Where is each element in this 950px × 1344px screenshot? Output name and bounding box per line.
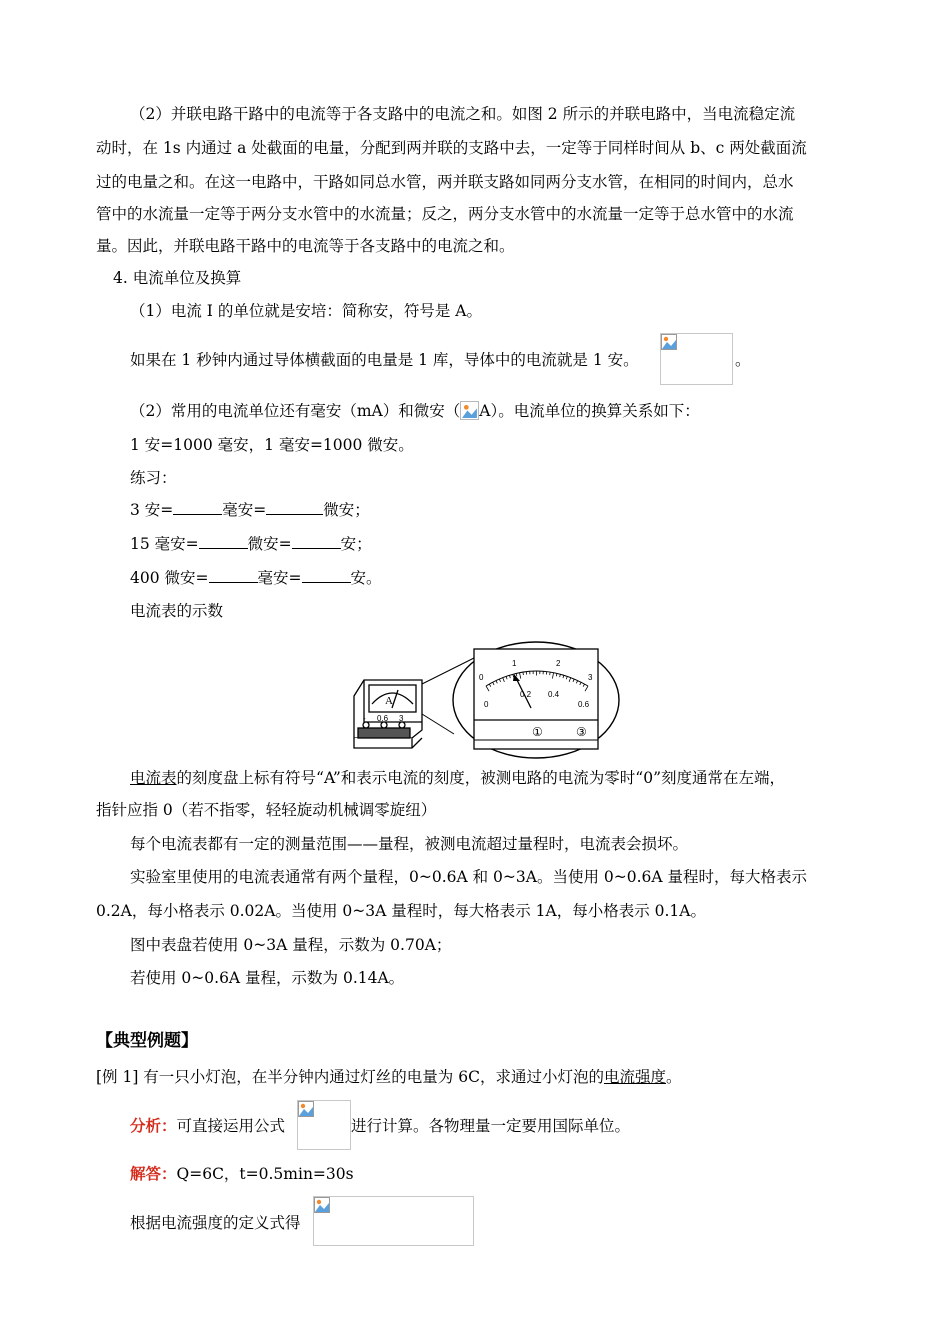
formula-image-placeholder	[297, 1100, 351, 1150]
example-question-a: [例 1] 有一只小灯泡，在半分钟内通过灯丝的电量为 6C，求通过小灯泡的	[96, 1068, 604, 1086]
bottom-scale-0: 0	[484, 700, 489, 709]
para1-line2: 动时，在 1s 内通过 a 处截面的电量，分配到两并联的支路中去，一定等于同样时间从 b、c 两处截面流	[96, 139, 807, 157]
top-scale-1: 1	[512, 659, 517, 668]
desc-line-4: 实验室里使用的电流表通常有两个量程，0~0.6A 和 0~3A。当使用 0~0.6A 量程时，每大格表示	[130, 868, 807, 886]
answer-line	[130, 1164, 354, 1184]
exercise-3-a: 400 微安=	[130, 569, 209, 587]
formula-image-placeholder	[313, 1196, 474, 1246]
ammeter-figure	[350, 638, 622, 762]
exercise-1-a: 3 安=	[130, 501, 174, 519]
unit-line-2-a: （2）常用的电流单位还有毫安（mA）和微安（	[130, 402, 461, 420]
ammeter-link[interactable]: 电流表	[130, 769, 177, 787]
desc-line-6: 图中表盘若使用 0~3A 量程，示数为 0.70A；	[130, 936, 452, 954]
example-question	[96, 1067, 682, 1087]
answer-blank[interactable]	[173, 500, 222, 515]
micro-symbol-image	[460, 401, 479, 420]
answer-blank[interactable]	[199, 534, 248, 549]
final-line: 根据电流强度的定义式得	[130, 1214, 301, 1232]
para1-line3: 过的电量之和。在这一电路中，干路如同总水管，两并联支路如同两分支水管，在相同的时间内，总水	[96, 173, 794, 191]
exercise-1	[130, 500, 370, 520]
exercise-3-b: 毫安=	[257, 569, 302, 587]
analysis-text-b: 进行计算。各物理量一定要用国际单位。	[351, 1117, 631, 1135]
analysis-line	[130, 1116, 285, 1136]
answer-blank[interactable]	[266, 500, 323, 515]
current-intensity-link[interactable]: 电流强度	[603, 1068, 666, 1086]
para1-line5: 量。因此，并联电路干路中的电流等于各支路中的电流之和。	[96, 237, 515, 255]
broken-image-icon	[661, 334, 677, 350]
range-label-1: ①	[532, 725, 543, 739]
exercise-3-c: 安。	[350, 569, 382, 587]
exercise-2	[130, 534, 372, 554]
unit-definition-end: 。	[735, 351, 751, 369]
broken-image-icon	[314, 1197, 330, 1213]
exercise-2-b: 微安=	[247, 535, 292, 553]
top-scale-3: 3	[588, 673, 593, 682]
broken-image-icon	[461, 402, 478, 419]
unit-line-1: （1）电流 I 的单位就是安培：简称安，符号是 A。	[130, 302, 482, 320]
top-scale-2: 2	[556, 659, 561, 668]
answer-blank[interactable]	[209, 568, 258, 583]
unit-line-2	[130, 401, 700, 421]
desc-line-5: 0.2A，每小格表示 0.02A。当使用 0~3A 量程时，每大格表示 1A，每小格表示 0.1A。	[96, 902, 706, 920]
desc-line-2: 指针应指 0（若不指零，轻轻旋动机械调零旋纽）	[96, 801, 437, 819]
answer-blank[interactable]	[292, 534, 341, 549]
desc-line-3: 每个电流表都有一定的测量范围——量程，被测电流超过量程时，电流表会损坏。	[130, 835, 689, 853]
answer-blank[interactable]	[302, 568, 351, 583]
formula-image-placeholder	[660, 333, 733, 385]
exercise-3	[130, 568, 382, 588]
range-label-3: ③	[576, 725, 587, 739]
example-question-end: 。	[665, 1068, 682, 1086]
desc-line-7: 若使用 0~0.6A 量程，示数为 0.14A。	[130, 969, 405, 987]
answer-label: 解答：	[130, 1164, 177, 1183]
practice-label: 练习：	[130, 469, 177, 487]
broken-image-icon	[298, 1101, 314, 1117]
bottom-scale-0.6: 0.6	[578, 700, 590, 709]
unit-definition: 如果在 1 秒钟内通过导体横截面的电量是 1 库，导体中的电流就是 1 安。	[130, 351, 639, 369]
meter-title: 电流表的示数	[130, 602, 224, 620]
bottom-scale-0.2: 0.2	[520, 690, 532, 699]
para1-line1: （2）并联电路干路中的电流等于各支路中的电流之和。如图 2 所示的并联电路中，当电流稳定流	[130, 105, 796, 123]
desc-line-1-rest: 的刻度盘上标有符号“A”和表示电流的刻度，被测电路的电流为零时“0”刻度通常在左端，	[176, 769, 785, 787]
terminal-label-neg: -	[363, 714, 366, 723]
example-heading: 【典型例题】	[96, 1031, 198, 1051]
exercise-2-c: 安；	[340, 535, 372, 553]
exercise-1-b: 毫安=	[222, 501, 267, 519]
para1-line4: 管中的水流量一定等于两分支水管中的水流量；反之，两分支水管中的水流量一定等于总水管中的水流	[96, 205, 794, 223]
section-heading-4: 4. 电流单位及换算	[113, 269, 242, 287]
analysis-text-a: 可直接运用公式	[176, 1117, 286, 1135]
unit-line-2-b: A）。电流单位的换算关系如下：	[479, 402, 700, 420]
exercise-2-a: 15 毫安=	[130, 535, 199, 553]
exercise-1-c: 微安；	[323, 501, 370, 519]
bottom-scale-0.4: 0.4	[548, 690, 560, 699]
analysis-label: 分析：	[130, 1116, 177, 1135]
terminal-label-0.6: 0.6	[377, 714, 389, 723]
ammeter-body-label: A	[385, 695, 393, 707]
desc-line-1	[130, 768, 785, 788]
top-scale-0: 0	[479, 673, 484, 682]
terminal-label-3: 3	[399, 714, 404, 723]
conversion-line: 1 安=1000 毫安，1 毫安=1000 微安。	[130, 436, 414, 454]
answer-text: Q=6C，t=0.5min=30s	[176, 1165, 354, 1183]
